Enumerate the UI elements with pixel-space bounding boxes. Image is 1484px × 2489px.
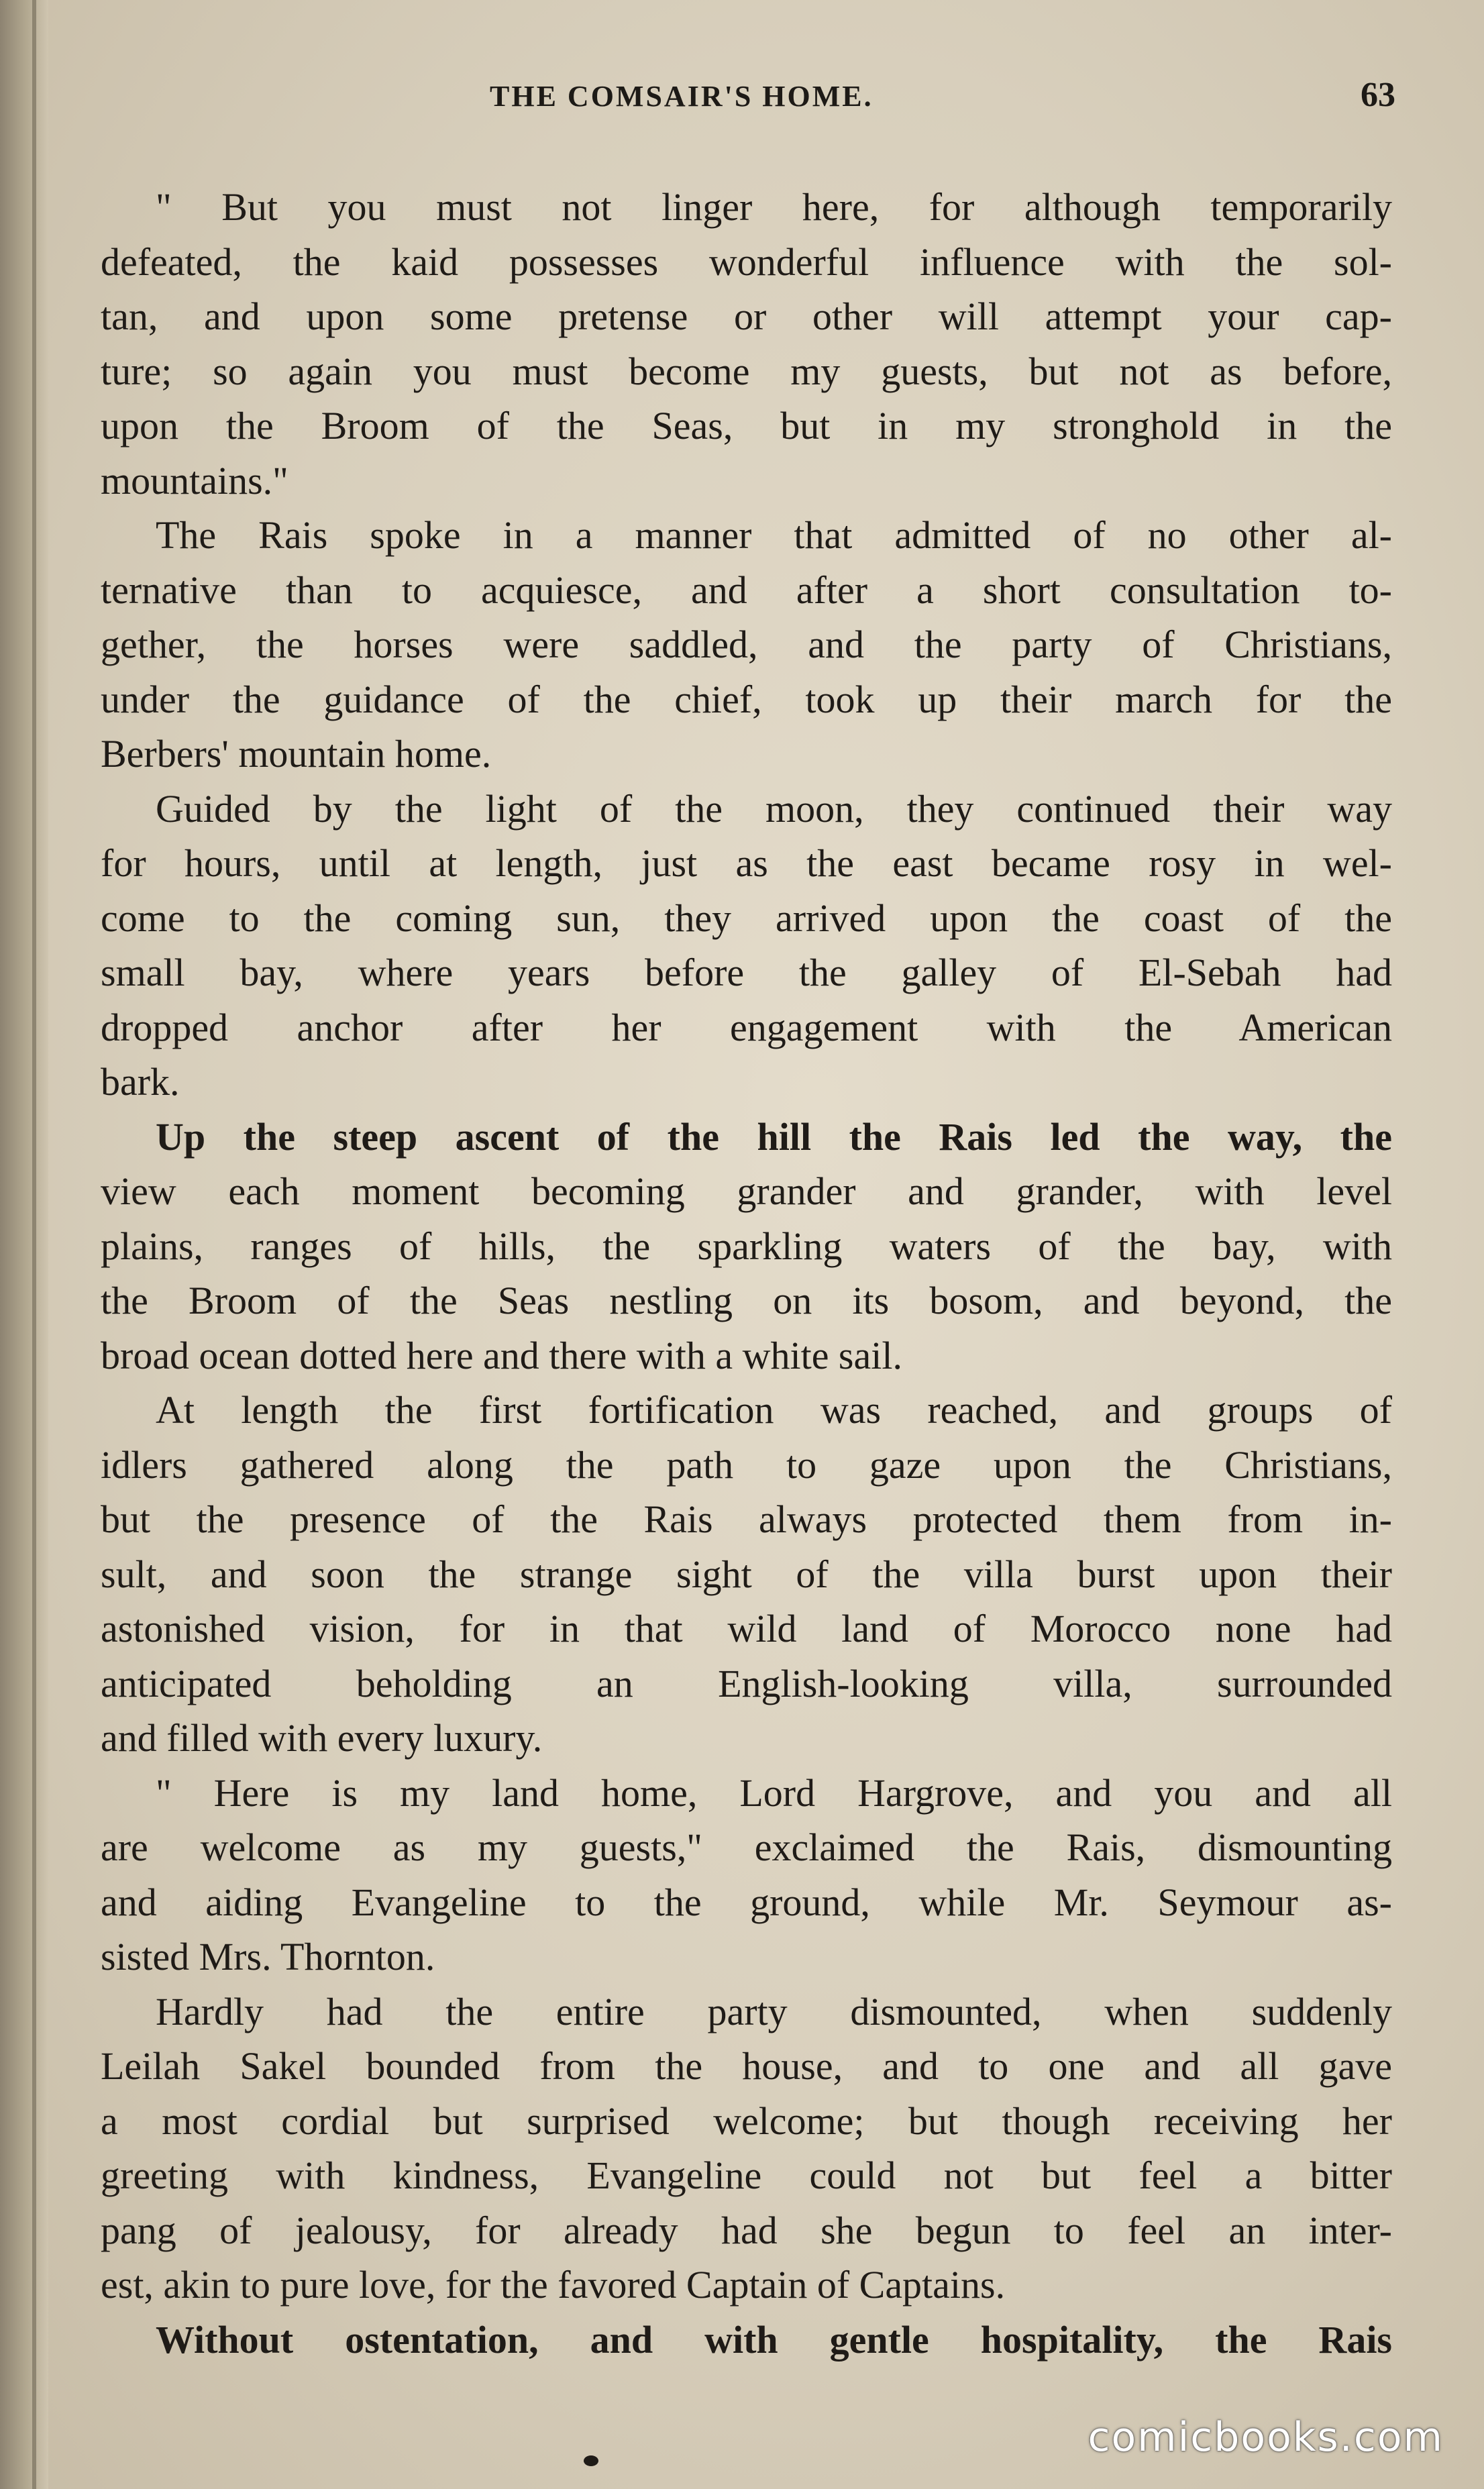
text-line: defeated, the kaid possesses wonderful influence with the sol-	[101, 240, 1392, 284]
text-line: anticipated beholding an English-looking villa, surrounded	[101, 1661, 1392, 1705]
page-number: 63	[1361, 76, 1395, 114]
text-line: sisted Mrs. Thornton.	[101, 1935, 435, 1978]
paragraph	[101, 180, 1392, 508]
text-line: pang of jealousy, for already had she begun to feel an inter-	[101, 2208, 1392, 2252]
text-line: a most cordial but surprised welcome; but though receiving her	[101, 2099, 1392, 2143]
text-line: Hardly had the entire party dismounted, when suddenly	[156, 1989, 1392, 2033]
text-line: small bay, where years before the galley of El-Sebah had	[101, 951, 1392, 994]
text-line: the Broom of the Seas nestling on its bosom, and beyond, the	[101, 1279, 1392, 1322]
text-line: upon the Broom of the Seas, but in my stronghold in the	[101, 404, 1392, 447]
text-line: Berbers' mountain home.	[101, 732, 492, 776]
spine-shadow	[32, 0, 36, 2489]
text-line: come to the coming sun, they arrived upon the coast of the	[101, 896, 1392, 940]
text-line: tan, and upon some pretense or other will attempt your cap-	[101, 295, 1392, 338]
printer-mark	[584, 2455, 598, 2466]
watermark-text: comicbooks.com	[1088, 2414, 1444, 2461]
text-line: bark.	[101, 1060, 180, 1104]
text-line: and aiding Evangeline to the ground, while Mr. Seymour as-	[101, 1880, 1392, 1924]
text-line: view each moment becoming grander and grander, with level	[101, 1169, 1392, 1213]
text-line: Up the steep ascent of the hill the Rais led the way, the	[156, 1114, 1392, 1159]
text-line: astonished vision, for in that wild land of Morocco none had	[101, 1607, 1392, 1650]
text-line: dropped anchor after her engagement with the American	[101, 1005, 1392, 1049]
text-line: under the guidance of the chief, took up their march for the	[101, 677, 1392, 721]
text-line: Guided by the light of the moon, they continued their way	[156, 786, 1392, 831]
paragraph	[101, 2313, 1392, 2368]
paragraph	[101, 1766, 1392, 1984]
text-line: The Rais spoke in a manner that admitted of no other al-	[156, 513, 1392, 557]
running-head: THE COMSAIR'S HOME.	[490, 80, 873, 113]
text-line: gether, the horses were saddled, and the party of Christians,	[101, 623, 1392, 666]
text-line: but the presence of the Rais always protected them from in-	[101, 1497, 1392, 1541]
text-line: mountains."	[101, 458, 288, 502]
page-gutter	[0, 0, 48, 2489]
text-line: At length the first fortification was reached, and groups of	[156, 1388, 1392, 1432]
text-line: are welcome as my guests," exclaimed the Rais, dismounting	[101, 1825, 1392, 1869]
paragraph	[101, 508, 1392, 782]
paragraph	[101, 1110, 1392, 1383]
text-line: Leilah Sakel bounded from the house, and to one and all gave	[101, 2044, 1392, 2088]
paragraph	[101, 1383, 1392, 1766]
text-line: plains, ranges of hills, the sparkling waters of the bay, with	[101, 1224, 1392, 1268]
page-header	[101, 76, 1395, 133]
text-line: greeting with kindness, Evangeline could not but feel a bitter	[101, 2154, 1392, 2197]
paragraph	[101, 782, 1392, 1110]
text-line: " But you must not linger here, for although temporarily	[156, 185, 1392, 229]
body-text	[101, 180, 1392, 2367]
text-line: ture; so again you must become my guests, but not as before,	[101, 349, 1392, 393]
paragraph	[101, 1984, 1392, 2313]
text-line: ternative than to acquiesce, and after a short consultation to-	[101, 568, 1392, 612]
text-line: sult, and soon the strange sight of the villa burst upon their	[101, 1552, 1392, 1596]
text-line: est, akin to pure love, for the favored Captain of Captains.	[101, 2263, 1006, 2307]
text-line: Without ostentation, and with gentle hospitality, the Rais	[156, 2317, 1392, 2362]
text-line: for hours, until at length, just as the east became rosy in wel-	[101, 841, 1392, 885]
text-line: and filled with every luxury.	[101, 1716, 543, 1760]
text-line: " Here is my land home, Lord Hargrove, and you and all	[156, 1770, 1392, 1815]
text-line: idlers gathered along the path to gaze upon the Christians,	[101, 1442, 1392, 1487]
text-line: broad ocean dotted here and there with a white sail.	[101, 1333, 902, 1377]
